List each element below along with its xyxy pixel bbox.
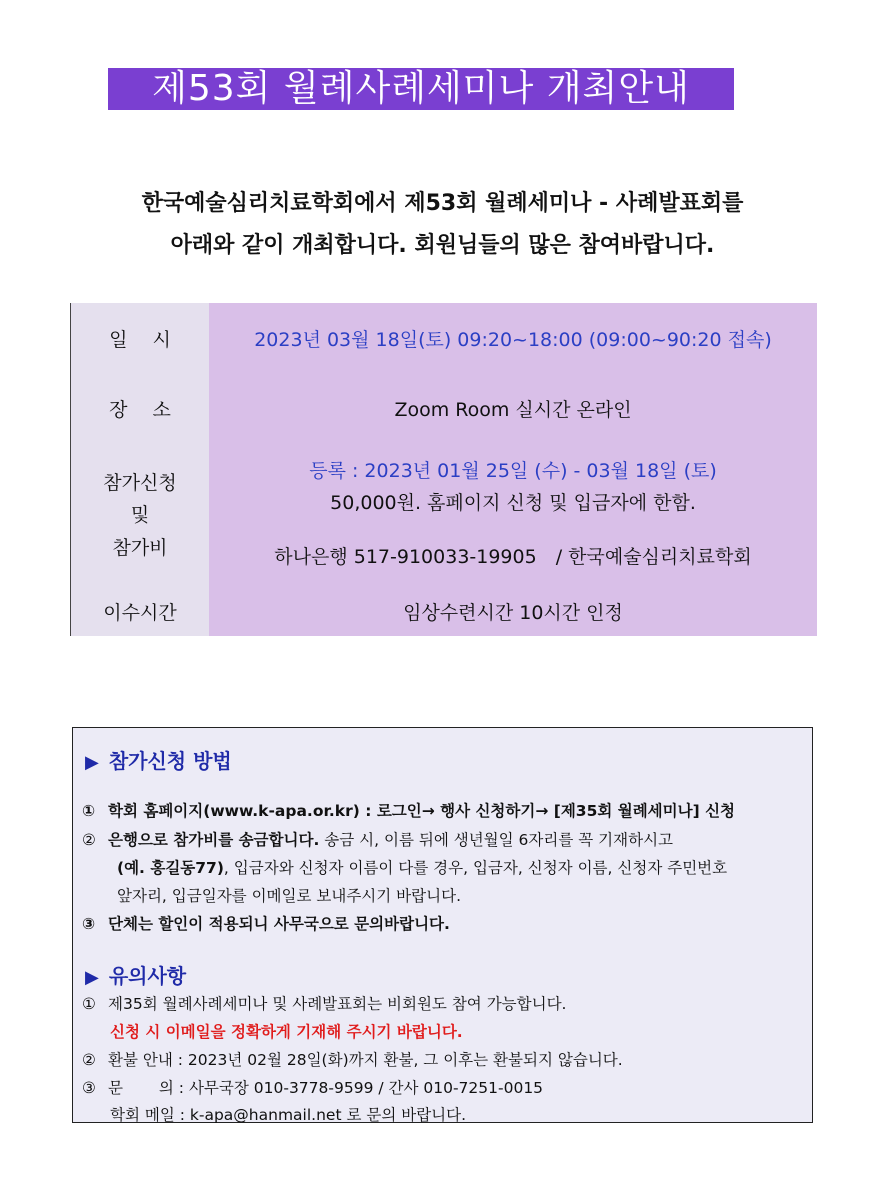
notes-item-2: ② 환불 안내 : 2023년 02월 28일(화)까지 환불, 그 이후는 환불되지 않습니다.: [82, 1051, 623, 1069]
apply-label-3: 참가비: [112, 537, 168, 559]
guide-box: [72, 727, 813, 1123]
notes-warning: 신청 시 이메일을 정확하게 기재해 주시기 바랍니다.: [110, 1023, 463, 1041]
notes-item-3: ③ 문 의 : 사무국장 010-3778-9599 / 간사 010-7251-0015: [82, 1079, 544, 1097]
howto-item-2-line-2: (예. 홍길동77), 입금자와 신청자 이름이 다를 경우, 입금자, 신청자 이름, 신청자 주민번호: [117, 859, 728, 877]
apply-label-2: 및: [130, 504, 150, 526]
credit-value: 임상수련시간 10시간 인정: [403, 602, 623, 624]
bank-account: 하나은행 517-910033-19905 / 한국예술심리치료학회: [274, 546, 752, 568]
howto-item-3: ③ 단체는 할인이 적용되니 사무국으로 문의바랍니다.: [82, 915, 450, 933]
howto-heading: ▶ 참가신청 방법: [85, 749, 232, 773]
page-title: 제53회 월례사례세미나 개최안내: [108, 68, 734, 110]
howto-item-2-line-3: 앞자리, 입금일자를 이메일로 보내주시기 바랍니다.: [117, 887, 461, 905]
info-table: [70, 303, 817, 636]
howto-item-2: ② 은행으로 참가비를 송금합니다. 송금 시, 이름 뒤에 생년월일 6자리를 꼭 기재하시고: [82, 831, 674, 849]
notes-heading: ▶ 유의사항: [85, 964, 187, 988]
datetime-label: 일 시: [109, 329, 171, 351]
intro-line-2: 아래와 같이 개최합니다. 회원님들의 많은 참여바랍니다.: [170, 233, 715, 258]
howto-item-1: ① 학회 홈페이지(www.k-apa.or.kr) : 로그인→ 행사 신청하기→ [제35회 월례세미나] 신청: [82, 802, 736, 820]
notes-item-3-line-2: 학회 메일 : k-apa@hanmail.net 로 문의 바랍니다.: [110, 1106, 467, 1124]
fee-text: 50,000원. 홈페이지 신청 및 입금자에 한함.: [330, 492, 696, 514]
intro-line-1: 한국예술심리치료학회에서 제53회 월례세미나 - 사례발표회를: [141, 191, 744, 216]
register-period: 등록 : 2023년 01월 25일 (수) - 03월 18일 (토): [309, 460, 717, 482]
datetime-value: 2023년 03월 18일(토) 09:20~18:00 (09:00~90:20 접속): [254, 329, 772, 351]
triangle-right-icon: ▶: [85, 752, 99, 773]
apply-label-1: 참가신청: [103, 472, 177, 494]
triangle-right-icon: ▶: [85, 967, 99, 988]
place-label: 장 소: [109, 399, 171, 421]
notes-item-1: ① 제35회 월례사례세미나 및 사례발표회는 비회원도 참여 가능합니다.: [82, 995, 567, 1013]
credit-label: 이수시간: [103, 602, 177, 624]
place-value: Zoom Room 실시간 온라인: [394, 399, 632, 421]
